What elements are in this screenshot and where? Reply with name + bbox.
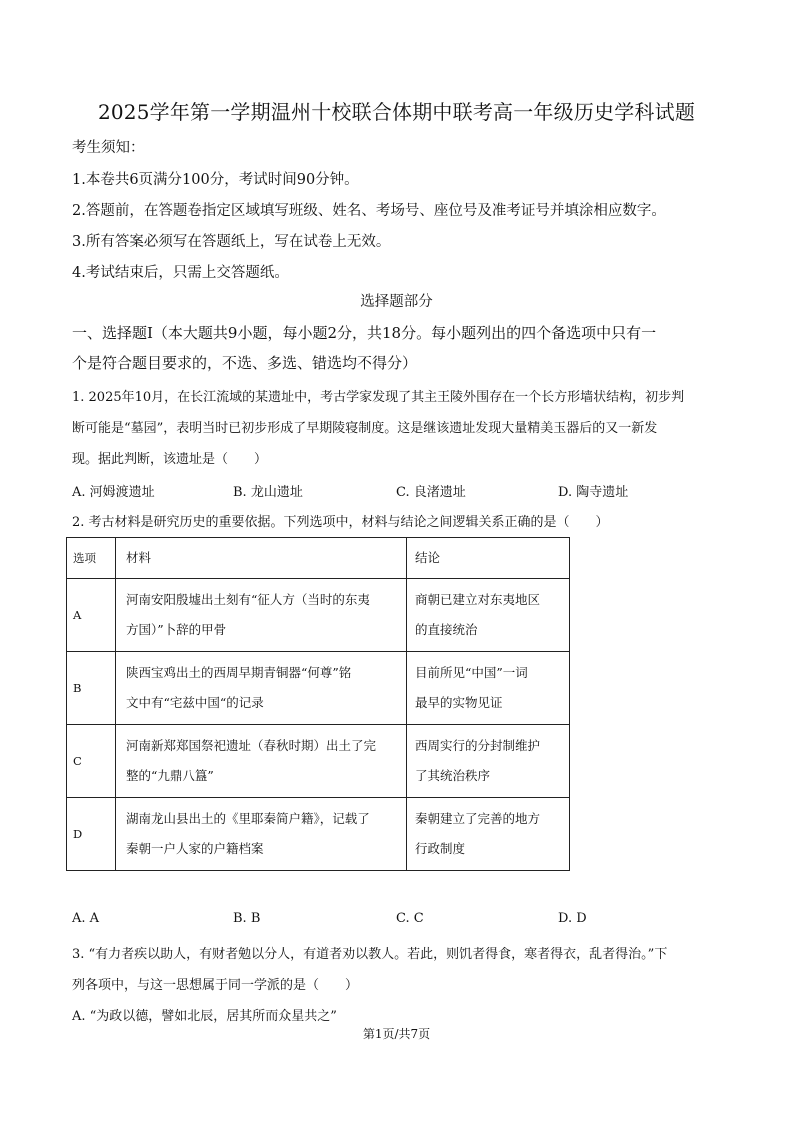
material-line: 整的“九鼎八簋” (126, 768, 214, 783)
notice-item: 4.考试结束后，只需上交答题纸。 (72, 265, 289, 281)
part-heading-line: 一、选择题Ⅰ（本大题共9小题，每小题2分，共18分。每小题列出的四个备选项中只有一 (72, 324, 657, 342)
row-material (116, 725, 407, 798)
section-title: 选择题部分 (360, 294, 433, 310)
material-line: 河南安阳殷墟出土刻有“征人方（当时的东夷 (126, 592, 370, 607)
material-line: 文中有“宅兹中国“的记录 (126, 695, 264, 710)
page-footer: 第1页/共7页 (362, 1027, 431, 1041)
q1-option-c: C. 良渚遗址 (396, 485, 466, 500)
table-header-option: 选项 (67, 538, 116, 579)
q2-option-d: D. D (558, 911, 587, 926)
row-conclusion (407, 725, 570, 798)
notice-item: 2.答题前，在答题卷指定区域填写班级、姓名、考场号、座位号及准考证号并填涂相应数字。 (72, 203, 666, 219)
table-header-row (67, 538, 570, 579)
table-row (67, 798, 570, 871)
table-header-conclusion: 结论 (407, 538, 570, 579)
row-material (116, 652, 407, 725)
conclusion-line: 行政制度 (415, 841, 466, 856)
row-material (116, 579, 407, 652)
table-header-material: 材料 (116, 538, 407, 579)
material-line: 河南新郑郑国祭祀遗址（春秋时期）出土了完 (126, 738, 377, 753)
table-row (67, 652, 570, 725)
material-line: 湖南龙山县出土的《里耶秦简户籍》，记载了 (126, 811, 370, 826)
notice-heading: 考生须知： (72, 140, 145, 156)
notice-item: 1.本卷共6页满分100分，考试时间90分钟。 (72, 172, 359, 188)
material-line: 陕西宝鸡出土的西周早期青铜器“何尊”铭 (126, 665, 352, 680)
conclusion-line: 最早的实物见证 (415, 695, 503, 710)
row-option-label: B (67, 652, 116, 725)
row-option-label: C (67, 725, 116, 798)
notice-item: 3.所有答案必须写在答题纸上，写在试卷上无效。 (72, 234, 391, 250)
q2-option-a: A. A (72, 911, 100, 926)
part-heading-line: 个是符合题目要求的，不选、多选、错选均不得分） (72, 354, 418, 372)
question-1-line: 现。据此判断，该遗址是（ ） (72, 452, 268, 467)
q2-option-c: C. C (396, 911, 424, 926)
row-conclusion (407, 652, 570, 725)
row-conclusion (407, 579, 570, 652)
question-1-line: 1. 2025年10月，在长江流域的某遗址中，考古学家发现了其主王陵外围存在一个长方形墙状结构，初步判 (72, 390, 685, 405)
conclusion-line: 西周实行的分封制维护 (415, 738, 541, 753)
row-material (116, 798, 407, 871)
conclusion-line: 商朝已建立对东夷地区 (415, 592, 541, 607)
q2-option-b: B. B (233, 911, 261, 926)
q3-option-a: A. “为政以德，譬如北辰，居其所而众星共之” (72, 1009, 337, 1024)
row-option-label: D (67, 798, 116, 871)
material-table (66, 537, 570, 871)
row-conclusion (407, 798, 570, 871)
conclusion-line: 目前所见“中国”一词 (415, 665, 528, 680)
question-1-line: 断可能是“墓园”，表明当时已初步形成了早期陵寝制度。这是继该遗址发现大量精美玉器后的又一新发 (72, 421, 658, 436)
question-3-line: 列各项中，与这一思想属于同一学派的是（ ） (72, 978, 359, 993)
material-line: 方国）”卜辞的甲骨 (126, 622, 227, 637)
conclusion-line: 的直接统治 (415, 622, 478, 637)
q1-option-b: B. 龙山遗址 (233, 485, 303, 500)
material-line: 秦朝一户人家的户籍档案 (126, 841, 264, 856)
conclusion-line: 了其统治秩序 (415, 768, 491, 783)
question-3-line: 3. “有力者疾以助人，有财者勉以分人，有道者劝以教人。若此，则饥者得食，寒者得衣，乱者得治。”下 (72, 947, 668, 962)
q1-option-a: A. 河姆渡遗址 (72, 485, 155, 500)
conclusion-line: 秦朝建立了完善的地方 (415, 811, 541, 826)
q1-option-d: D. 陶寺遗址 (558, 485, 629, 500)
row-option-label: A (67, 579, 116, 652)
table-row (67, 579, 570, 652)
table-row (67, 725, 570, 798)
question-2-stem: 2. 考古材料是研究历史的重要依据。下列选项中，材料与结论之间逻辑关系正确的是（ ） (72, 515, 609, 530)
exam-title: 2025学年第一学期温州十校联合体期中联考高一年级历史学科试题 (97, 100, 696, 124)
